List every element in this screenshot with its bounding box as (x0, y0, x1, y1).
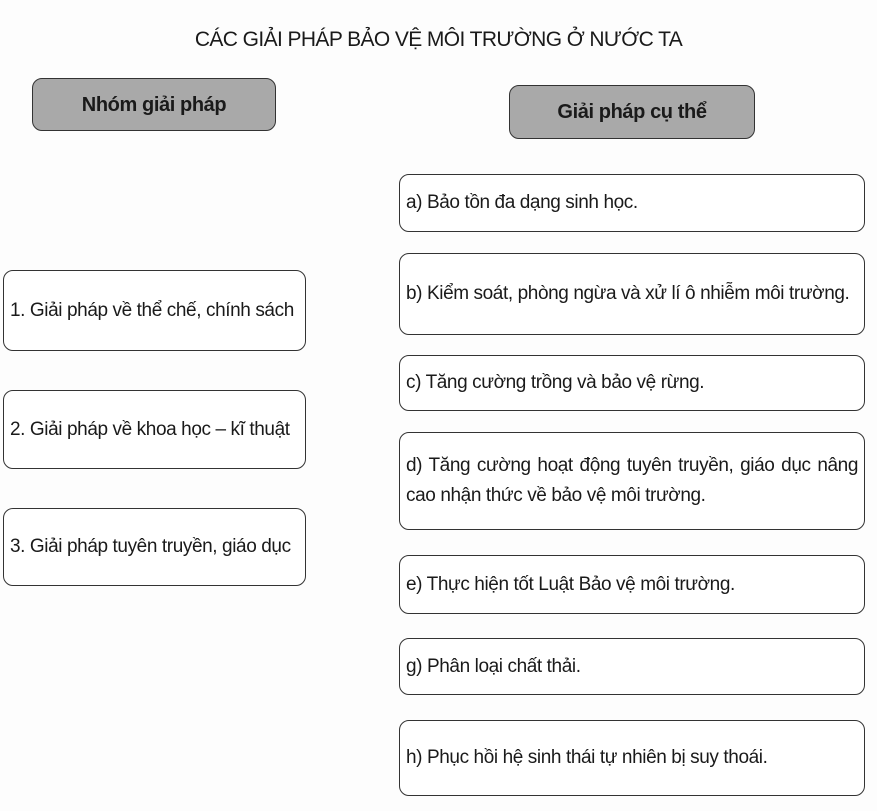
solution-label: h) Phục hồi hệ sinh thái tự nhiên bị suy thoái. (406, 747, 768, 768)
solution-box-b (399, 253, 865, 335)
solution-box-c (399, 355, 865, 411)
solution-box-h (399, 720, 865, 796)
solution-label: b) Kiểm soát, phòng ngừa và xử lí ô nhiễm môi trường. (406, 283, 850, 304)
page-title: CÁC GIẢI PHÁP BẢO VỆ MÔI TRƯỜNG Ở NƯỚC TA (194, 28, 683, 51)
solution-label: d) Tăng cường hoạt động tuyên truyền, giáo dục nâng cao nhận thức về bảo vệ môi trường. (406, 455, 858, 506)
solution-label: g) Phân loại chất thải. (406, 655, 581, 677)
group-header-label: Nhóm giải pháp (81, 93, 227, 116)
solution-header-label: Giải pháp cụ thể (557, 101, 707, 123)
solution-box-d (399, 432, 865, 530)
group-box-1 (3, 270, 306, 351)
group-label: 2. Giải pháp về khoa học – kĩ thuật (10, 418, 290, 440)
solution-label: c) Tăng cường trồng và bảo vệ rừng. (406, 372, 705, 393)
group-label: 1. Giải pháp về thể chế, chính sách (10, 299, 294, 321)
solution-box-a (399, 174, 865, 232)
solution-box-e (399, 555, 865, 614)
group-header (32, 78, 276, 131)
group-box-3 (3, 508, 306, 586)
group-label: 3. Giải pháp tuyên truyền, giáo dục (10, 536, 291, 557)
group-box-2 (3, 390, 306, 469)
solution-header (509, 85, 755, 139)
solution-label: a) Bảo tồn đa dạng sinh học. (406, 192, 638, 213)
solution-label: e) Thực hiện tốt Luật Bảo vệ môi trường. (406, 573, 735, 595)
solution-box-g (399, 638, 865, 695)
